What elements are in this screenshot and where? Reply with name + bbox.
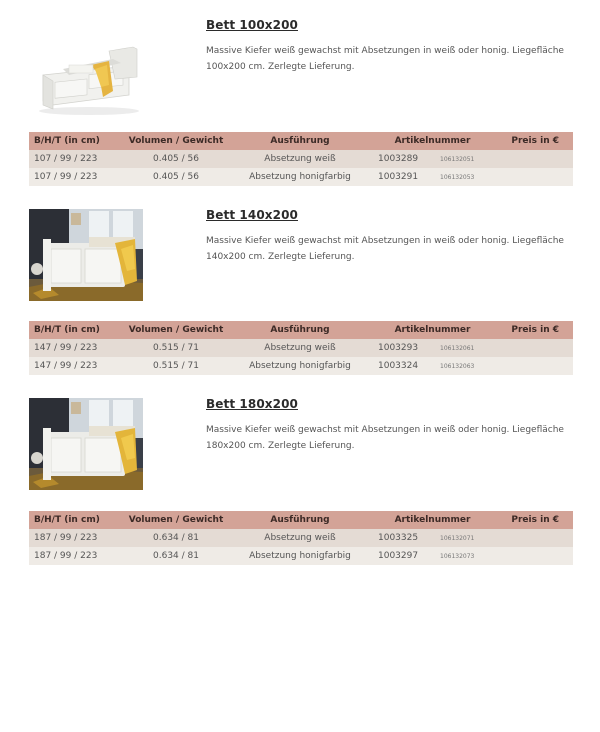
header-finish: Ausführung [230,511,370,529]
product-image[interactable] [29,398,143,490]
table-row [29,168,573,186]
cell-article [370,150,495,168]
cell-price [495,339,573,357]
product-description: Massive Kiefer weiß gewachst mit Absetzungen in weiß oder honig. Liegefläche 100x200 cm. Zerlegte Lieferung. [206,46,564,72]
cell-article [370,529,495,547]
spec-table [29,132,573,186]
cell-dims: 147 / 99 / 223 [29,339,122,357]
ean-code: 106132063 [440,363,475,370]
cell-dims: 187 / 99 / 223 [29,547,122,565]
header-price: Preis in € [495,511,573,529]
cell-price [495,168,573,186]
header-dims: B/H/T (in cm) [29,132,122,150]
table-row [29,357,573,375]
product-image[interactable] [29,29,143,121]
header-price: Preis in € [495,321,573,339]
header-dims: B/H/T (in cm) [29,321,122,339]
ean-code: 106132053 [440,174,475,181]
article-number: 1003324 [378,361,419,371]
cell-finish: Absetzung honigfarbig [230,168,370,186]
cell-volume-weight: 0.515 / 71 [122,339,230,357]
cell-price [495,357,573,375]
product-image[interactable] [29,209,143,301]
cell-volume-weight: 0.634 / 81 [122,547,230,565]
product-description: Massive Kiefer weiß gewachst mit Absetzungen in weiß oder honig. Liegefläche 180x200 cm. Zerlegte Lieferung. [206,425,564,451]
table-header [29,132,573,150]
article-number: 1003325 [378,533,419,543]
cell-dims: 107 / 99 / 223 [29,168,122,186]
article-number: 1003297 [378,551,419,561]
table-row [29,339,573,357]
cell-dims: 147 / 99 / 223 [29,357,122,375]
product-title[interactable]: Bett 180x200 [206,397,298,411]
table-header [29,511,573,529]
cell-finish: Absetzung weiß [230,339,370,357]
article-number: 1003291 [378,172,419,182]
cell-price [495,529,573,547]
cell-dims: 107 / 99 / 223 [29,150,122,168]
cell-price [495,547,573,565]
table-row [29,150,573,168]
header-finish: Ausführung [230,132,370,150]
cell-article [370,547,495,565]
ean-code: 106132051 [440,156,475,163]
cell-price [495,150,573,168]
header-article: Artikelnummer [370,511,495,529]
product-title[interactable]: Bett 100x200 [206,18,298,32]
cell-article [370,339,495,357]
cell-article [370,357,495,375]
product-title[interactable]: Bett 140x200 [206,208,298,222]
spec-table [29,511,573,565]
header-volume-weight: Volumen / Gewicht [122,321,230,339]
ean-code: 106132073 [440,553,475,560]
table-row [29,529,573,547]
header-article: Artikelnummer [370,132,495,150]
cell-finish: Absetzung weiß [230,150,370,168]
header-finish: Ausführung [230,321,370,339]
article-number: 1003293 [378,343,419,353]
spec-table [29,321,573,375]
cell-finish: Absetzung weiß [230,529,370,547]
header-price: Preis in € [495,132,573,150]
header-volume-weight: Volumen / Gewicht [122,132,230,150]
header-dims: B/H/T (in cm) [29,511,122,529]
table-header [29,321,573,339]
header-article: Artikelnummer [370,321,495,339]
cell-finish: Absetzung honigfarbig [230,357,370,375]
cell-dims: 187 / 99 / 223 [29,529,122,547]
cell-finish: Absetzung honigfarbig [230,547,370,565]
header-volume-weight: Volumen / Gewicht [122,511,230,529]
ean-code: 106132061 [440,345,475,352]
cell-volume-weight: 0.405 / 56 [122,168,230,186]
cell-article [370,168,495,186]
cell-volume-weight: 0.515 / 71 [122,357,230,375]
table-row [29,547,573,565]
article-number: 1003289 [378,154,419,164]
product-description: Massive Kiefer weiß gewachst mit Absetzungen in weiß oder honig. Liegefläche 140x200 cm. Zerlegte Lieferung. [206,236,564,262]
cell-volume-weight: 0.634 / 81 [122,529,230,547]
ean-code: 106132071 [440,535,475,542]
cell-volume-weight: 0.405 / 56 [122,150,230,168]
